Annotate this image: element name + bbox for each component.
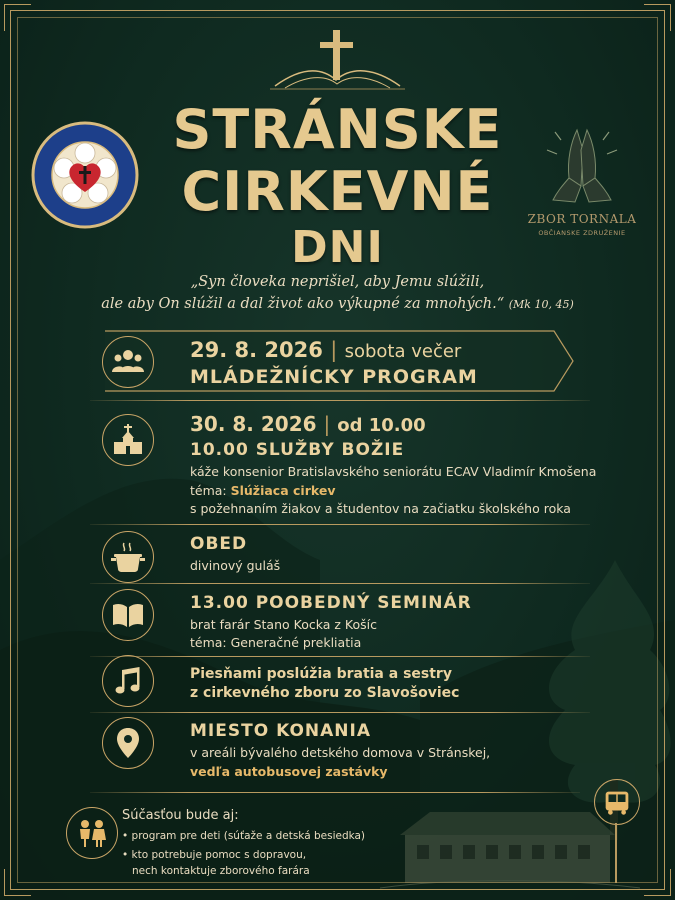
corner-ornament [644,4,671,31]
praying-hands-icon [527,120,637,210]
section-divider [90,583,590,584]
bottom-item: • kto potrebuje pomoc s dopravou, [122,849,307,861]
church-icon [102,414,154,466]
event2-theme-line [190,483,335,498]
event1-date-line [190,338,461,362]
event6-note: vedľa autobusovej zastávky [190,764,388,779]
section-divider [90,400,590,401]
group-icon [102,336,154,388]
luther-rose-icon [30,120,140,230]
section-divider [90,524,590,525]
title-line-3: DNI [291,222,384,273]
event3-name: OBED [190,534,248,554]
music-note-icon [102,655,154,707]
event2-separator: | [323,412,331,436]
bus-icon [594,779,640,825]
event4-name: 13.00 POOBEDNÝ SEMINÁR [190,593,472,613]
event2-blessing: s požehnaním žiakov a študentov na začiatku školského roka [190,501,571,516]
event5-line-2: z cirkevného zboru zo Slavošoviec [190,685,460,701]
corner-ornament [4,869,31,896]
event6-name: MIESTO KONANIA [190,721,372,741]
corner-ornament [644,869,671,896]
event5-line-1: Piesňami poslúžia bratia a sestry [190,666,452,682]
quote-line-1: „Syn človeka neprišiel, aby Jemu slúžili, [190,274,485,290]
event2-preacher: káže konsenior Bratislavského seniorátu ECAV Vladimír Kmošena [190,464,597,479]
bottom-heading: Súčasťou bude aj: [122,808,239,823]
title-line-1: STRÁNSKE [172,98,503,161]
event2-date: 30. 8. 2026 [190,412,317,436]
bus-stop-pole [615,823,617,883]
event4-speaker: brat farár Stano Kocka z Košíc [190,617,377,632]
event1-time: sobota večer [344,341,462,362]
event2-time: od 10.00 [337,415,426,436]
event4-theme: téma: Generačné prekliatia [190,635,362,650]
event1-date: 29. 8. 2026 [190,338,323,362]
children-icon [66,807,118,859]
event2-theme-label: téma: [190,483,227,498]
quote-line-2-text: ale aby On slúžil a dal život ako výkupné za mnohých.“ [101,296,505,312]
section-divider [90,656,590,657]
event1-separator: | [330,338,338,362]
bottom-item: • program pre deti (súťaže a detská besiedka) [122,830,366,842]
section-divider [90,712,590,713]
zbor-name: ZBOR TORNALA [527,212,637,226]
cross-icon [270,28,405,90]
event2-theme: Slúžiaca cirkev [230,483,336,498]
zbor-tornala-logo [527,120,637,240]
section-divider [90,792,580,793]
quote-line-2 [60,296,615,312]
quote-reference: (Mk 10, 45) [508,298,574,311]
event1-name: MLÁDEŽNÍCKY PROGRAM [190,366,478,388]
zbor-subtitle: OBČIANSKE ZDRUŽENIE [538,229,626,237]
title-line-2: CIRKEVNÉ [181,160,494,223]
bottom-item: nech kontaktuje zborového farára [122,865,310,877]
event3-detail: divinový guláš [190,558,281,573]
event2-name: 10.00 SLUŽBY BOŽIE [190,440,405,460]
corner-ornament [4,4,31,31]
location-pin-icon [102,717,154,769]
event2-date-line [190,412,426,436]
pot-icon [102,531,154,583]
event6-address: v areáli bývalého detského domova v Stránskej, [190,745,491,760]
book-icon [102,589,154,641]
